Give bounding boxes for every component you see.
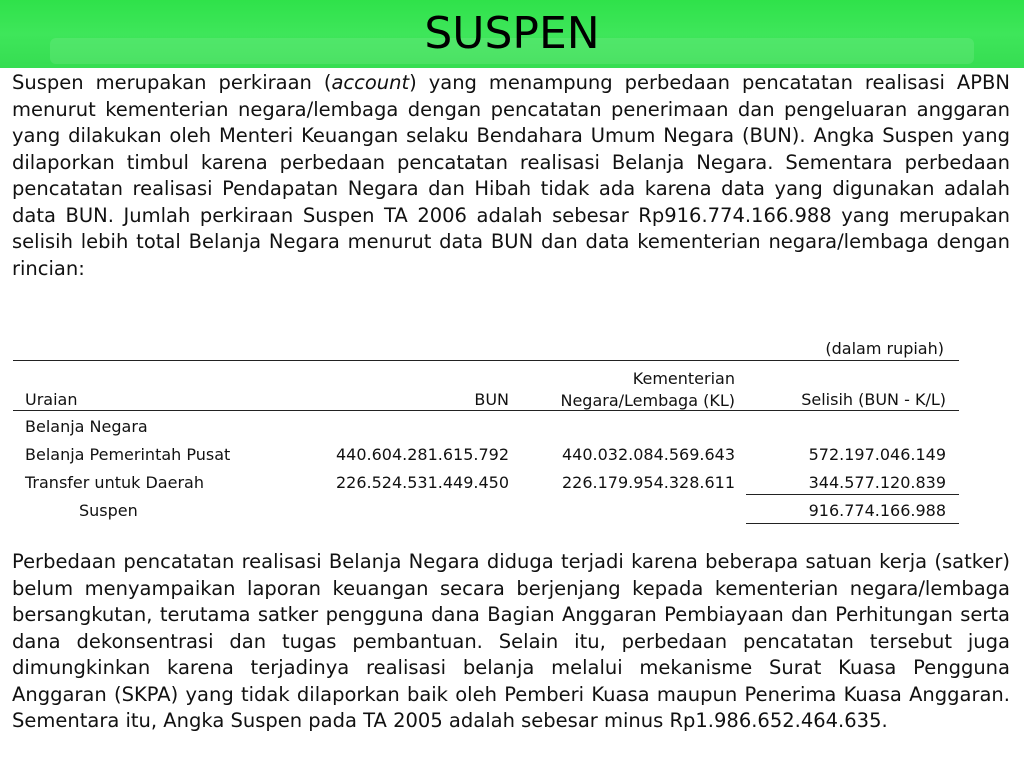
row-label: Belanja Pemerintah Pusat bbox=[25, 445, 231, 464]
header-kl-line1: Kementerian bbox=[632, 369, 735, 388]
row-bun-value: 440.604.281.615.792 bbox=[335, 445, 509, 464]
header-kl-line2: Negara/Lembaga (KL) bbox=[560, 391, 735, 410]
intro-text-rest: ) yang menampung perbedaan pencatatan realisasi APBN menurut kementerian negara/lembaga dengan pencatatan penerimaan dan pengeluaran anggaran yang dilakukan oleh Menteri Keuangan selaku Bendahara Umum Negara (BUN). Angka Suspen yang dilaporkan timbul karena perbedaan pencatatan realisasi Belanja Negara. Sementara perbedaan pencatatan realisasi Pendapatan Negara dan Hibah tidak ada karena data yang digunakan adalah data BUN. Jumlah perkiraan Suspen TA 2006 adalah sebesar Rp916.774.166.988 yang merupakan selisih lebih total Belanja Negara menurut data BUN dan data kementerian negara/lembaga dengan rincian: bbox=[12, 71, 1010, 280]
row-kl-value: 440.032.084.569.643 bbox=[561, 445, 735, 464]
header-selisih: Selisih (BUN - K/L) bbox=[801, 390, 946, 409]
row-kl-value: 226.179.954.328.611 bbox=[561, 473, 735, 492]
header-kl bbox=[560, 368, 735, 412]
header-uraian: Uraian bbox=[25, 390, 78, 409]
row-selisih-value: 344.577.120.839 bbox=[808, 473, 946, 492]
row-label: Transfer untuk Daerah bbox=[25, 473, 204, 492]
intro-paragraph bbox=[12, 70, 1010, 282]
slide-title: SUSPEN bbox=[424, 8, 600, 59]
subtotal-rule bbox=[746, 494, 959, 495]
explanation-paragraph: Perbedaan pencatatan realisasi Belanja Negara diduga terjadi karena beberapa satuan kerja (satker) belum menyampaikan laporan keuangan secara berjenjang kepada kementerian negara/lembaga bersangkutan, terutama satker pengguna dana Bagian Anggaran Pembiayaan dan Perhitungan serta dana dekonsentrasi dan tugas pembantuan. Selain itu, perbedaan pencatatan tersebut juga dimungkinkan karena terjadinya realisasi belanja melalui mekanisme Surat Kuasa Pengguna Anggaran (SKPA) yang tidak dilaporkan baik oleh Pemberi Kuasa maupun Penerima Kuasa Anggaran. Sementara itu, Angka Suspen pada TA 2005 adalah sebesar minus Rp1.986.652.464.635. bbox=[12, 550, 1010, 732]
total-selisih-value: 916.774.166.988 bbox=[808, 501, 946, 520]
table-top-rule bbox=[13, 360, 959, 361]
total-label: Suspen bbox=[79, 501, 138, 520]
table-row bbox=[13, 473, 959, 501]
table-row bbox=[13, 445, 959, 473]
header-bun: BUN bbox=[474, 390, 509, 409]
row-selisih-value: 572.197.046.149 bbox=[808, 445, 946, 464]
table-total-row bbox=[13, 501, 959, 529]
table-unit-note: (dalam rupiah) bbox=[825, 339, 944, 358]
intro-italic-term: account bbox=[331, 71, 410, 94]
total-rule bbox=[746, 523, 959, 524]
table-header-rule bbox=[13, 410, 959, 411]
intro-text-start: Suspen merupakan perkiraan ( bbox=[12, 71, 332, 94]
row-label: Belanja Negara bbox=[25, 417, 148, 436]
table-row bbox=[13, 417, 959, 445]
row-bun-value: 226.524.531.449.450 bbox=[335, 473, 509, 492]
